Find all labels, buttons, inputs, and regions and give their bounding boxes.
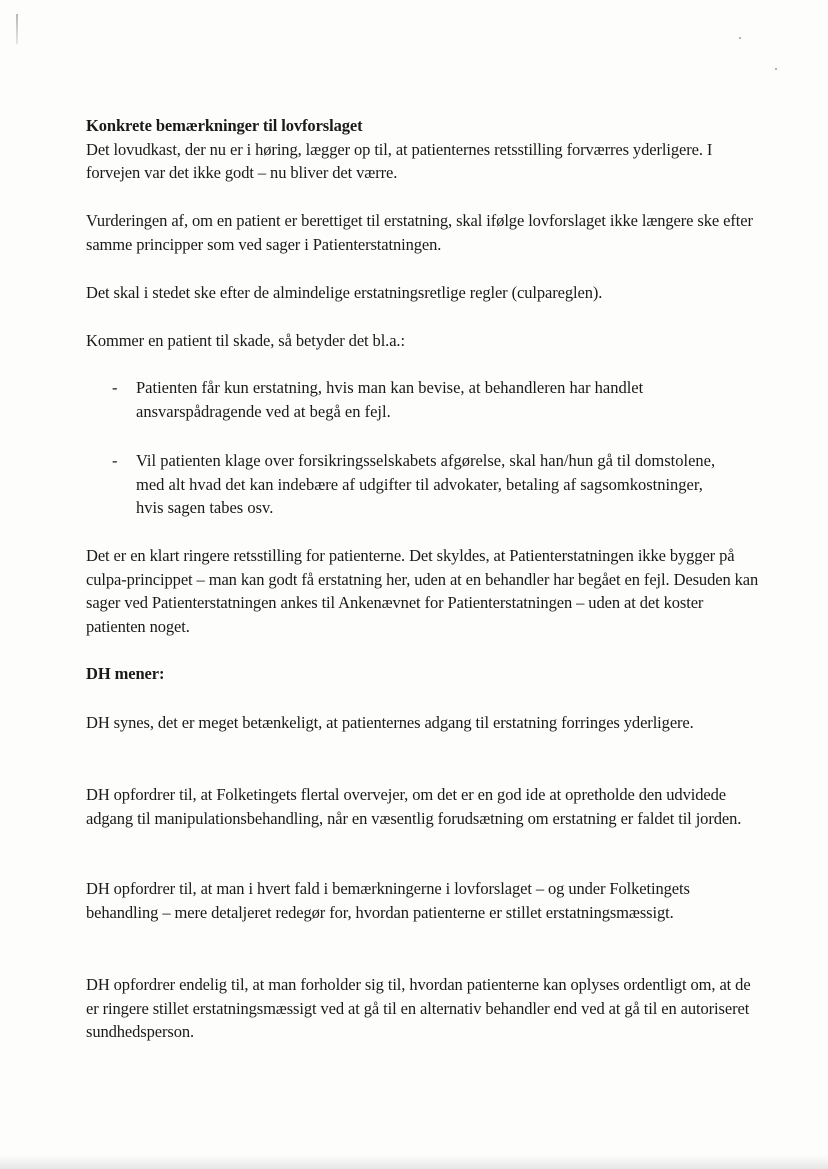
list-item: [112, 376, 732, 423]
dh-paragraph-1: DH synes, det er meget betænkeligt, at patienternes adgang til erstatning forringes yderligere.: [86, 713, 694, 732]
paragraph: [86, 544, 766, 638]
paragraph: [86, 209, 766, 256]
paragraph: [86, 783, 766, 830]
bullet-text: Vil patienten klage over forsikringsselskabets afgørelse, skal han/hun gå til domstolene, med alt hvad det kan indebære af udgifter til advokater, betaling af sagsomkostninger, hvis sagen tabes osv.: [136, 451, 716, 517]
dh-heading: DH mener:: [86, 664, 165, 683]
paragraph: [86, 877, 766, 924]
dh-paragraph-4: DH opfordrer endelig til, at man forholder sig til, hvordan patienterne kan oplyses ordentligt om, at de er ringere stillet erstatningsmæssigt ved at gå til en alternativ behandler end ved at gå til en autoriseret sundhedsperson.: [86, 975, 751, 1041]
paragraph-consequences: Kommer en patient til skade, så betyder det bl.a.:: [86, 331, 405, 350]
paragraph-principles: Vurderingen af, om en patient er berettiget til erstatning, skal ifølge lovforslaget ikke længere ske efter samme principper som ved sager i Patienterstatningen.: [86, 211, 753, 254]
scan-artifact-dot: [775, 68, 777, 70]
bullet-dash: -: [112, 378, 118, 397]
paragraph: [86, 662, 766, 686]
bullet-text: Patienten får kun erstatning, hvis man kan bevise, at behandleren har handlet ansvarspådragende ved at begå en fejl.: [136, 378, 644, 421]
section-heading: Konkrete bemærkninger til lovforslaget: [86, 116, 363, 135]
paragraph: [86, 329, 766, 353]
section-intro: [86, 114, 766, 185]
scan-edge-shadow: [0, 1155, 828, 1169]
paragraph: [86, 281, 766, 305]
scan-artifact-dot: [739, 37, 741, 39]
bullet-dash: -: [112, 451, 118, 470]
paragraph: [86, 973, 766, 1044]
paragraph-comparison: Det er en klart ringere retsstilling for patienterne. Det skyldes, at Patienterstatningen ikke bygger på culpa-princippet – man kan godt få erstatning her, uden at en behandler har begået en fejl. Desuden kan sager ved Patienterstatningen ankes til Ankenævnet for Patienterstatningen – uden at det koster patienten noget.: [86, 546, 759, 636]
list-item: [112, 449, 732, 520]
paragraph: [86, 711, 766, 735]
paragraph-culpa: Det skal i stedet ske efter de almindelige erstatningsretlige regler (culpareglen).: [86, 283, 603, 302]
intro-paragraph: Det lovudkast, der nu er i høring, lægger op til, at patienternes retsstilling forværres yderligere. I forvejen var det ikke godt – nu bliver det værre.: [86, 139, 713, 182]
dh-paragraph-2: DH opfordrer til, at Folketingets flertal overvejer, om det er en god ide at opretholde den udvidede adgang til manipulationsbehandling, når en væsentlig forudsætning om erstatning er faldet til jorden.: [86, 785, 742, 828]
dh-paragraph-3: DH opfordrer til, at man i hvert fald i bemærkningerne i lovforslaget – og under Folketingets behandling – mere detaljeret redegør for, hvordan patienterne er stillet erstatningsmæssigt.: [86, 879, 690, 922]
scan-artifact-mark: [16, 14, 18, 44]
